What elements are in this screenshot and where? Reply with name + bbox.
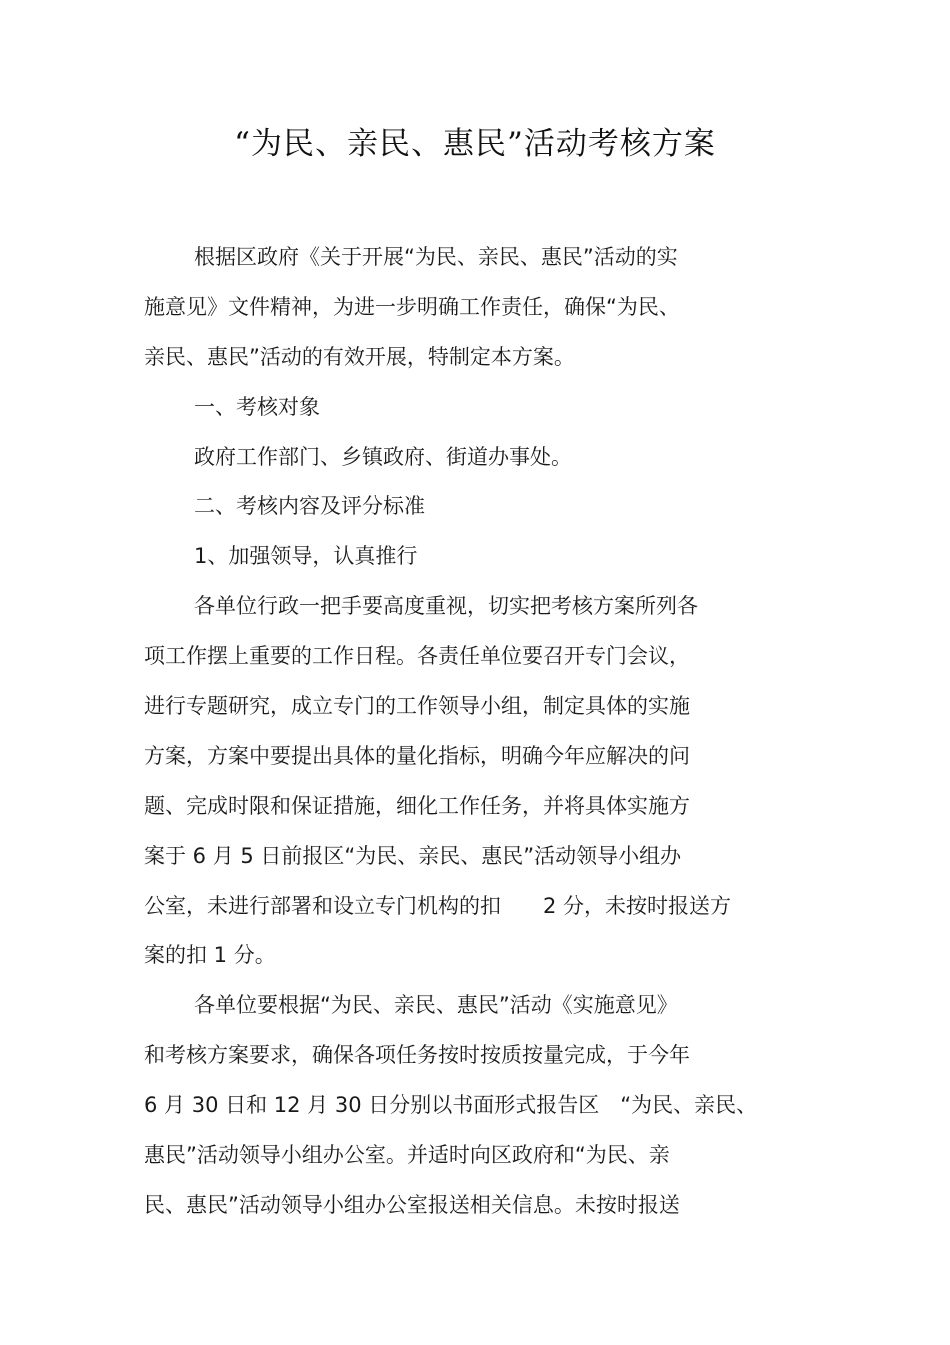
paragraph-line: 6 月 30 日和 12 月 30 日分别以书面形式报告区 “为民、亲民、 <box>144 1093 758 1117</box>
paragraph-line: 和考核方案要求，确保各项任务按时按质按量完成，于今年 <box>144 1043 690 1067</box>
paragraph-line: 题、完成时限和保证措施，细化工作任务，并将具体实施方 <box>144 794 690 818</box>
paragraph-line: 亲民、惠民”活动的有效开展，特制定本方案。 <box>144 345 575 369</box>
section-heading: 二、考核内容及评分标准 <box>194 494 425 518</box>
paragraph-line: 项工作摆上重要的工作日程。各责任单位要召开专门会议， <box>144 644 690 668</box>
paragraph-line: 案于 6 月 5 日前报区“为民、亲民、惠民”活动领导小组办 <box>144 844 682 868</box>
document-title: “为民、亲民、惠民”活动考核方案 <box>234 126 716 162</box>
paragraph-line: 根据区政府《关于开展“为民、亲民、惠民”活动的实 <box>194 245 678 269</box>
paragraph-line: 政府工作部门、乡镇政府、街道办事处。 <box>194 445 572 469</box>
paragraph-line: 案的扣 1 分。 <box>144 943 276 967</box>
paragraph-line: 民、惠民”活动领导小组办公室报送相关信息。未按时报送 <box>144 1193 680 1217</box>
section-heading: 一、考核对象 <box>194 395 320 419</box>
paragraph-line: 各单位行政一把手要高度重视，切实把考核方案所列各 <box>194 594 698 618</box>
paragraph-line: 方案，方案中要提出具体的量化指标，明确今年应解决的问 <box>144 744 690 768</box>
paragraph-line: 施意见》文件精神，为进一步明确工作责任，确保“为民、 <box>144 295 680 319</box>
paragraph-line: 惠民”活动领导小组办公室。并适时向区政府和“为民、亲 <box>144 1143 670 1167</box>
paragraph-line: 公室，未进行部署和设立专门机构的扣 2 分，未按时报送方 <box>144 894 732 918</box>
paragraph-line: 各单位要根据“为民、亲民、惠民”活动《实施意见》 <box>194 993 678 1017</box>
paragraph-line: 进行专题研究，成立专门的工作领导小组，制定具体的实施 <box>144 694 690 718</box>
subsection-heading: 1、加强领导，认真推行 <box>194 544 418 568</box>
